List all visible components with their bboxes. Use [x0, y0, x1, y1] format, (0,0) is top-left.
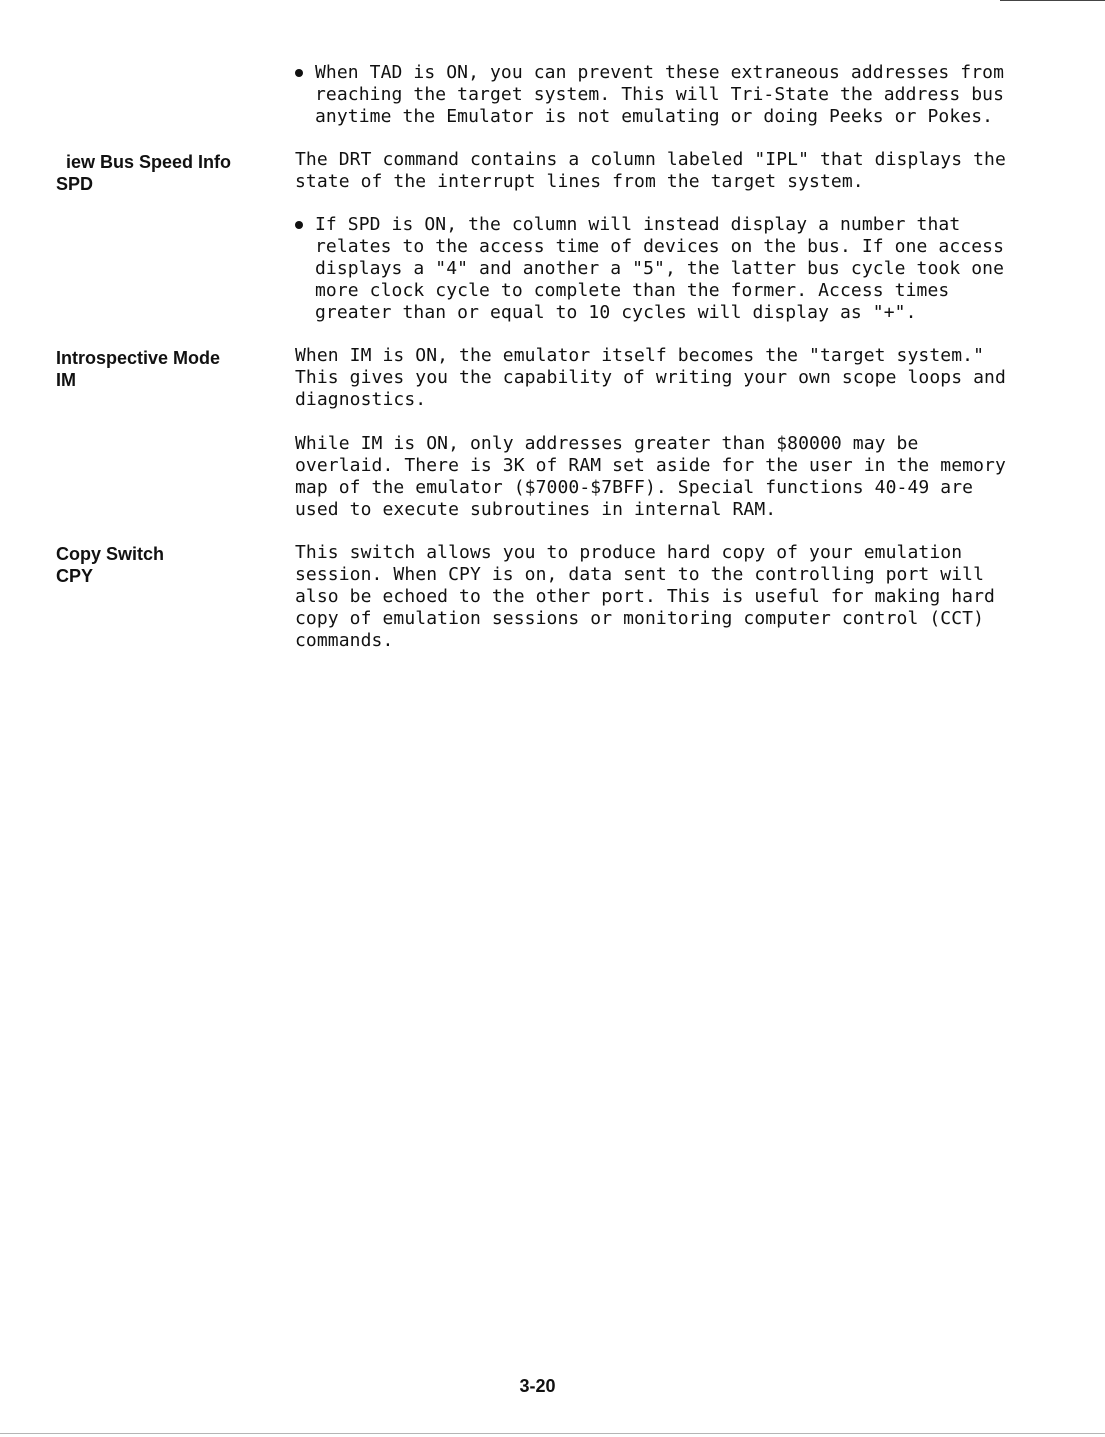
tad-bullet-text: When TAD is ON, you can prevent these extraneous addresses from reaching the target system. This will Tri-State the address bus anytime the Emulator is not emulating or doing Peeks or Pokes. — [315, 62, 1005, 127]
spd-intro: The DRT command contains a column labeled "IPL" that displays the state of the interrupt lines from the target system. — [295, 149, 1006, 192]
tad-bullet — [295, 62, 1025, 128]
bullet-icon — [295, 69, 303, 77]
bottom-rule — [0, 1433, 1105, 1434]
cpy-title: Copy Switch — [56, 544, 165, 564]
im-para-1: When IM is ON, the emulator itself becomes the "target system." This gives you the capability of writing your own scope loops and diagnostics. — [295, 345, 1006, 410]
spd-heading — [56, 151, 276, 195]
im-code: IM — [56, 370, 76, 390]
spd-bullet-text: If SPD is ON, the column will instead display a number that relates to the access time of devices on the bus. If one access displays a "4" and another a "5", the latter bus cycle took one more clock cycle to complete than the former. Access times greater than or equal to 10 cycles will display as "+". — [315, 214, 1005, 323]
bullet-icon — [295, 221, 303, 229]
spd-code: SPD — [56, 174, 94, 194]
cpy-para: This switch allows you to produce hard copy of your emulation session. When CPY is on, data sent to the controlling port will also be echoed to the other port. This is useful for making hard copy of emulation sessions or monitoring computer control (CCT) commands. — [295, 542, 995, 651]
spd-title: iew Bus Speed Info — [66, 152, 232, 172]
top-rule — [1000, 0, 1105, 1]
cpy-code: CPY — [56, 566, 94, 586]
spd-bullet — [295, 214, 1025, 324]
im-para-2: While IM is ON, only addresses greater than $80000 may be overlaid. There is 3K of RAM set aside for the user in the memory map of the emulator ($7000-$7BFF). Special functions 40-49 are used to execute subroutines in internal RAM. — [295, 433, 1006, 520]
page-number: 3-20 — [519, 1376, 556, 1396]
im-title: Introspective Mode — [56, 348, 221, 368]
im-heading — [56, 347, 276, 391]
cpy-heading — [56, 543, 276, 587]
